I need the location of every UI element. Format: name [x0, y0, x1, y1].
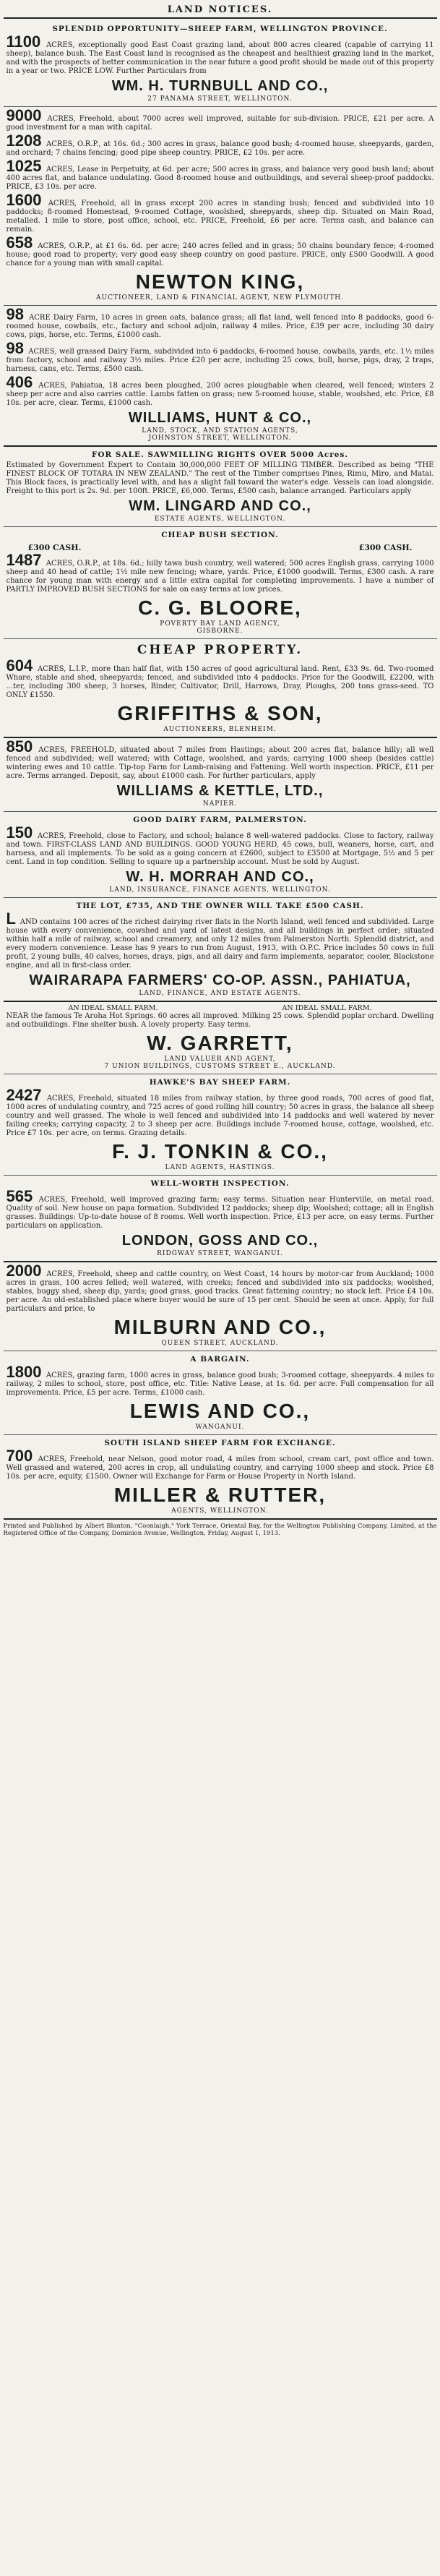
ad-paragraph [6, 191, 434, 234]
acreage-figure: 1025 [6, 157, 46, 175]
land-advertisement [4, 1074, 437, 1176]
acreage-figure: 1800 [6, 1363, 46, 1381]
agent-name: WAIRARAPA FARMERS' CO-OP. ASSN., PAHIATUA, [29, 972, 411, 988]
ad-heading: HAWKE'S BAY SHEEP FARM. [149, 1078, 291, 1087]
agent-name: MILBURN AND CO., [113, 1316, 327, 1338]
ad-heading: THE LOT, £735, AND THE OWNER WILL TAKE £500 CASH. [76, 902, 364, 910]
agent-address: AGENTS, WELLINGTON. [171, 1507, 269, 1515]
agent-name: MILLER & RUTTER, [113, 1484, 327, 1506]
ad-body-text: ACRES, Freehold, close to Factory, and school; balance 8 well-watered paddocks. Close to factory, railway and town. FIRST-CLASS LAND AND BUILDINGS. GOOD YOUNG HERD, 45 cows, bull, weaners, horse, cart, and harness, and all implements. To be sold as a going concern at £2600, subject to £3500 at Mortgage, 5½ and 5 per cent. Land in top condition. Selling to square up a partnership account. Must be sold by August. [6, 832, 434, 866]
agent-address: LAND, STOCK, AND STATION AGENTS, [142, 427, 298, 435]
ad-paragraph [6, 1447, 434, 1481]
acreage-figure: 658 [6, 234, 38, 252]
ad-body-text: AND contains 100 acres of the richest dairying river flats in the North Island, well fenced and subdivided. Large house with every convenience, cowshed and yard of latest designs, and all buildings in perfect order; situated within half a mile of railway, school and creamery, and only 12 miles from Palmerston North. Splendid district, and every modern convenience. Lease has 9 years to run from August, 1913, with O.P.C. Price includes 50 cows in full profit, 2 young bulls, 40 calves, horses, drays, pigs, and all dairy and farm implements, separator, cooler, Blackstone engine, and all in first-class order. [6, 918, 434, 970]
printer-imprint: Printed and Published by Albert Blanton, "Coonlaigh," York Terrace, Oriental Bay, for the Wellington Publishing Company, Limited, at the Registered Office of the Company, Dominion Avenue, Wellington, Friday, August 1, 1913. [3, 1523, 437, 1537]
agent-name: WM. LINGARD AND CO., [129, 498, 311, 514]
cash-banner [7, 542, 434, 554]
agent-address: LAND AGENTS, HASTINGS. [165, 1164, 275, 1171]
ad-heading: A BARGAIN. [190, 1355, 250, 1364]
land-advertisement [4, 1351, 437, 1435]
agent-address: LAND, FINANCE, AND ESTATE AGENTS. [139, 990, 301, 997]
acreage-figure: 150 [6, 823, 38, 842]
agent-name: WM. H. TURNBULL AND CO., [111, 78, 329, 94]
acreage-figure: 2000 [6, 1262, 47, 1280]
ad-heading: GOOD DAIRY FARM, PALMERSTON. [133, 816, 307, 824]
acreage-figure: L [6, 910, 20, 928]
acreage-figure: 1600 [6, 191, 48, 209]
land-advertisement [4, 306, 437, 447]
ad-paragraph [6, 737, 434, 781]
ad-paragraph [7, 134, 434, 158]
ad-paragraph [6, 373, 434, 408]
ad-paragraph [6, 1363, 434, 1398]
land-advertisement [4, 898, 437, 1002]
acreage-figure: 98 [6, 305, 30, 323]
ad-heading: CHEAP PROPERTY. [137, 643, 303, 657]
acreage-figure: 2427 [6, 1086, 47, 1104]
acreage-figure: 700 [6, 1447, 38, 1465]
cash-label: £300 CASH. [27, 543, 82, 552]
ad-heading: SPLENDID OPPORTUNITY—SHEEP FARM, WELLINGTON PROVINCE. [52, 25, 388, 33]
ad-paragraph [6, 305, 434, 340]
land-advertisement [4, 1002, 437, 1074]
land-advertisement [4, 1176, 437, 1262]
agent-name: W. H. MORRAH AND CO., [126, 869, 314, 885]
ad-paragraph [6, 157, 434, 192]
agent-address: QUEEN STREET, AUCKLAND. [161, 1340, 279, 1347]
agent-name: WILLIAMS, HUNT & CO., [128, 410, 312, 426]
land-advertisement [4, 447, 437, 527]
acreage-figure: 1487 [6, 551, 46, 569]
ad-body-text: ACRES, grazing farm, 1000 acres in grass, balance good bush; 3-roomed cottage, sheepyards. 4 miles to railway, 2 miles to school, store, post office, etc. Title: Native Lease, at 1s. 6d. per acre. Full compensation for all improvements. Price, £5 per acre. Terms, £1000 cash. [6, 1372, 434, 1397]
acreage-figure: 9000 [6, 106, 48, 124]
ad-body-text: ACRES, Freehold, sheep and cattle country, on West Coast, 14 hours by motor-car from Auckland; 1000 acres in grass, 100 acres felled; well watered, with creeks; fenced and subdivided into six paddocks; woolshed, stables, buggy shed, sheep dip, yards; good grass, good tracks. Great fattening country; no stock left. Price £4 10s. per acre. An old-established place where buyer would be sure of 15 per cent. Should be seen at once. Apply, for full particulars and price, to [6, 1270, 434, 1313]
ad-paragraph [7, 461, 434, 496]
agent-address: ESTATE AGENTS, WELLINGTON. [154, 515, 286, 523]
ad-heading-pair [7, 1004, 434, 1012]
ad-body-text: NEAR the famous Te Aroha Hot Springs. 60 acres all improved. Milking 25 cows. Splendid poplar orchard. Dwelling and outbuildings. Fine shelter bush. A lovely property. Easy terms. [6, 1012, 434, 1029]
ad-body-text: ACRES, Freehold, about 7000 acres well improved, suitable for sub-division. PRICE, £21 per acre. A good investment for a man with capital. [6, 115, 434, 132]
agent-address: GISBORNE. [197, 628, 243, 635]
ad-body-text: ACRES, Freehold, near Nelson, good motor road, 4 miles from school, cream cart, post office and town. Well grassed and watered, 200 acres in crop, all undulating country, and carrying 1000 sheep and stock. Price £8 10s. per acre, equity, £1500. Owner will Exchange for Farm or House Property in North Island. [6, 1455, 434, 1481]
ad-body-text: ACRES, well grassed Dairy Farm, subdivided into 6 paddocks, 6-roomed house, cowbails, yards, etc. 1½ miles from factory, school and railway 3½ miles. Price £20 per acre, including 25 cows, bull, horse, pigs, dray, 2 traps, harness, cans, etc. Terms, £500 cash. [6, 348, 434, 373]
agent-address: LAND VALUER AND AGENT, [164, 1056, 276, 1063]
ad-body-text: ACRES, O.R.P., at £1 6s. 6d. per acre; 240 acres felled and in grass; 50 chains boundary fence; 4-roomed house; good road to property; very good easy sheep country on good pasture. PRICE, only £500 Goodwill. A good chance for a young man with small capital. [6, 242, 434, 268]
acreage-figure: 406 [6, 373, 39, 391]
ad-paragraph [6, 551, 434, 594]
ad-paragraph [7, 1012, 434, 1030]
ad-paragraph [6, 339, 434, 374]
ad-body-text: Estimated by Government Expert to Contain 30,000,000 FEET OF MILLING TIMBER. Described as being "THE FINEST BLOCK OF TOTARA IN NEW ZEALAND." The rest of the Timber comprises Pines, Rimu, Miro, and Matai. This Block faces, is practically level with, and has a slight fall toward the water's edge. Vessels can load alongside. Freight to this port is 2s. 9d. per 100ft. PRICE, £6,000. Terms, £500 cash, balance arranged. Particulars apply [6, 461, 434, 495]
acreage-figure: 1100 [6, 33, 47, 51]
land-advertisement [4, 527, 437, 639]
agent-address: WANGANUI. [195, 1424, 245, 1431]
agent-address: RIDGWAY STREET, WANGANUI. [157, 1250, 283, 1257]
ad-heading: CHEAP BUSH SECTION. [161, 531, 279, 539]
land-advertisement [4, 639, 437, 738]
page-title: LAND NOTICES. [4, 4, 437, 19]
acreage-figure: 1208 [6, 132, 46, 150]
agent-name: GRIFFITHS & SON, [117, 702, 323, 724]
ad-paragraph [6, 1187, 434, 1231]
ad-body-text: ACRES, Freehold, well improved grazing farm; easy terms. Situation near Hunterville, on metal road. Quality of soil. New house on papa formation. Subdivided 12 paddocks; sheep dip; Woolshed; cottage; all in English grasses. Buildings: Up-to-date house of 8 rooms. Well worth inspection. Price, £13 per acre, on easy terms. Further particulars on application. [6, 1196, 434, 1230]
ad-body-text: ACRES, Pahiatua, 18 acres been ploughed, 200 acres ploughable when cleared, well fenced; winters 2 sheep per acre and also carries cattle. Lambs fatten on grass; new 5-roomed house, stable, woolshed, etc. Price, £8 10s. per acre, clear. Terms, £1000 cash. [6, 382, 434, 407]
land-advertisement [4, 107, 437, 306]
acreage-figure: 604 [6, 656, 38, 675]
ad-paragraph [7, 35, 434, 76]
ad-paragraph [7, 236, 434, 268]
agent-name: NEWTON KING, [135, 270, 305, 293]
ad-heading: AN IDEAL SMALL FARM. [68, 1004, 158, 1012]
ad-body-text: ACRES, Lease in Perpetuity, at 6d. per acre; 500 acres in grass, and balance very good bush land; about 400 acres flat, and balance undulating. Good 8-roomed house and outbuildings, and several sheep-proof paddocks. PRICE, £3 10s. per acre. [6, 166, 434, 191]
land-advertisement [4, 1262, 437, 1351]
ad-paragraph [6, 106, 434, 132]
ad-body-text: ACRES, O.R.P., at 18s. 6d.; hilly tawa bush country, well watered; 500 acres English grass, carrying 1000 sheep and 40 head of cattle; 1½ mile new fencing; whare, yards. Price, £1000 goodwill. Terms, £300 cash. A rare chance for young man with energy and a little extra capital for completing improvements. I have a number of PARTLY IMPROVED BUSH SECTIONS for sale on easy terms at low prices. [6, 560, 434, 594]
agent-name: W. GARRETT, [147, 1032, 293, 1054]
ad-heading: WELL-WORTH INSPECTION. [150, 1179, 290, 1188]
ad-paragraph [7, 912, 434, 970]
ad-body-text: ACRE Dairy Farm, 10 acres in green oats, balance grass; all flat land, well fenced into 8 paddocks, good 6-roomed house, cowbails, etc., factory and school adjoin, railway 4 miles. Price, £39 per acre, including 30 dairy cows, pigs, horse, etc. Terms, £1000 cash. [6, 314, 434, 339]
ad-body-text: ACRES, exceptionally good East Coast grazing land, about 800 acres cleared (capable of carrying 11 sheep), balance bush. The East Coast land is recognised as the cheapest and healthiest grazing land in the market, and with the prospects of better communication in the near future a good profit should be made out of this property in a year or two. PRICE LOW. Further Particulars from [6, 41, 434, 75]
agent-name: F. J. TONKIN & CO., [112, 1140, 328, 1163]
agent-address: JOHNSTON STREET, WELLINGTON. [148, 435, 292, 442]
ad-body-text: ACRES, L.I.P., more than half flat, with 150 acres of good agricultural land. Rent, £33 9s. 6d. Two-roomed Whare, stable and shed, sheepyards; fenced, and subdivided into 4 paddocks. Price for the Goodwill, £2200, with ...ter, including 300 sheep, 3 horses, Binder, Cultivator, Drill, Harrows, Dray, Ploughs, 200 tons grass-seed. TO ONLY £1550. [6, 665, 434, 699]
acreage-figure: 565 [6, 1187, 39, 1205]
agent-address: AUCTIONEERS, BLENHEIM. [163, 726, 277, 733]
ad-paragraph [6, 1262, 434, 1314]
agent-name: LONDON, GOSS AND CO., [121, 1233, 319, 1249]
land-advertisement [4, 812, 437, 898]
ad-body-text: ACRES, Freehold, situated 18 miles from railway station, by three good roads, 700 acres of good flat, 1000 acres of undulating country, and 725 acres of good rolling hill country; 50 acres in grass, the balance all sheep country and well grassed. The whole is well fenced and subdivided into 14 paddocks and well watered by never failing creeks; carrying capacity, 2 to 3 sheep per acre. Buildings include 7-roomed house, cottage, woolshed, etc. Price £7 10s. per acre, on terms. Grazing details. [6, 1095, 434, 1137]
acreage-figure: 850 [6, 737, 39, 756]
ad-body-text: ACRES, O.R.P., at 16s. 6d.; 300 acres in grass, balance good bush; 4-roomed house, sheepyards, garden, and orchard; 7 chains fencing; good pipe sheep country. PRICE, £2 10s. per acre. [6, 140, 434, 157]
land-advertisement [4, 738, 437, 812]
agent-name: LEWIS AND CO., [129, 1400, 311, 1422]
acreage-figure: 98 [6, 339, 29, 357]
agent-address: 7 UNION BUILDINGS, CUSTOMS STREET E., AUCKLAND. [104, 1063, 336, 1070]
agent-address: LAND, INSURANCE, FINANCE AGENTS, WELLINGTON. [109, 886, 331, 894]
land-advertisement [4, 1435, 437, 1520]
agent-address: POVERTY BAY LAND AGENCY, [160, 620, 280, 628]
agent-name: WILLIAMS & KETTLE, LTD., [116, 783, 324, 799]
agent-name: C. G. BLOORE, [138, 596, 302, 619]
cash-label: £300 CASH. [358, 543, 413, 552]
ad-paragraph [6, 823, 434, 867]
ad-heading: FOR SALE. SAWMILLING RIGHTS OVER 5000 Acres. [91, 450, 349, 459]
land-notices-column [4, 21, 437, 1520]
ad-heading: AN IDEAL SMALL FARM. [282, 1004, 372, 1012]
newspaper-page [4, 0, 437, 1537]
ad-paragraph [6, 656, 434, 700]
agent-address: NAPIER. [202, 800, 238, 808]
ad-heading: SOUTH ISLAND SHEEP FARM FOR EXCHANGE. [104, 1439, 336, 1447]
ad-paragraph [6, 1086, 434, 1138]
ad-body-text: ACRES, Freehold, all in grass except 200 acres in standing bush; fenced and subdivided into 10 paddocks; 8-roomed Homestead, 9-roomed Cottage, woolshed, sheepyards, sheep dip. Situated on Main Road, metalled. 1 mile to store, post office, school, etc. PRICE, Freehold, £6 per acre. Terms cash, and balance can remain. [6, 200, 434, 234]
land-advertisement [4, 21, 437, 107]
agent-address: 27 PANAMA STREET, WELLINGTON. [147, 95, 293, 103]
ad-body-text: ACRES, FREEHOLD, situated about 7 miles from Hastings; about 200 acres flat, balance hilly; all well fenced and subdivided; well watered; with Cottage, woolshed, and yards; carrying 1000 sheep (besides cattle) wintering ewes and 10 cattle. Tip-top Farm for Lamb-raising and Fattening. Well worth inspection. PRICE, £11 per acre. Terms arranged. Deposit, say, about £1000 cash. For further particulars, apply [6, 746, 434, 780]
agent-address: AUCTIONEER, LAND & FINANCIAL AGENT, NEW PLYMOUTH. [96, 294, 344, 301]
